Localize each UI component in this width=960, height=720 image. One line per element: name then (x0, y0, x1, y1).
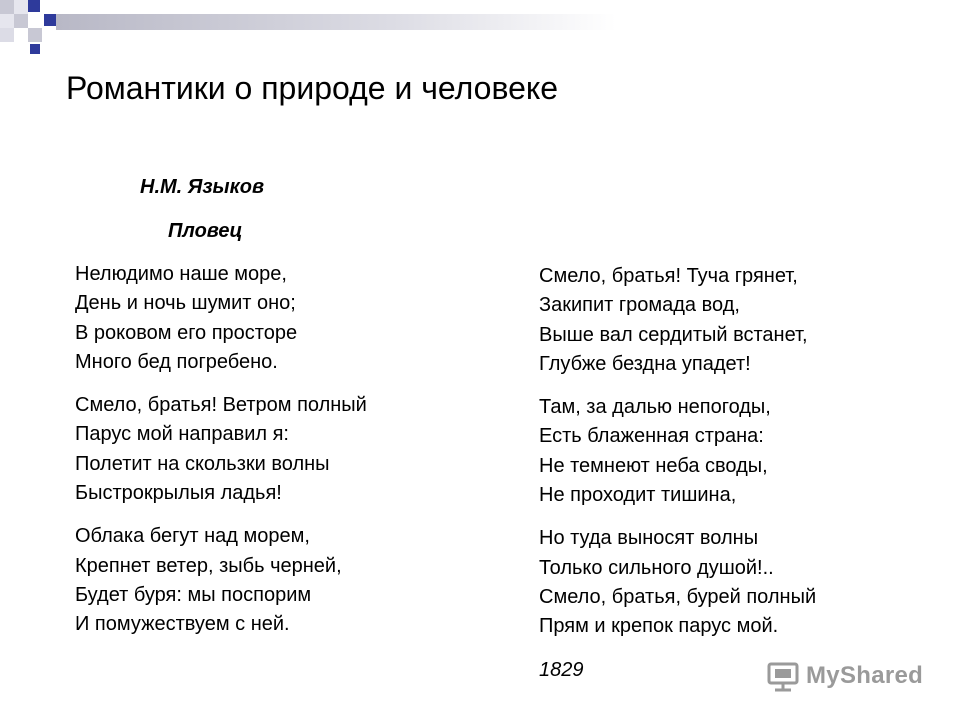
stanza (75, 522, 495, 639)
poem-line: Нелюдимо наше море, (75, 263, 287, 285)
poem-line: Быстрокрылыя ладья! (75, 482, 282, 505)
poem-line: И помужествуем с ней. (75, 613, 290, 636)
poem-line: Крепнет ветер, зыбь черней, (75, 554, 342, 577)
poem-year: 1829 (539, 658, 584, 681)
poem-line: Смело, братья! Ветром полный (75, 394, 367, 417)
poem-line: В роковом его просторе (75, 321, 298, 344)
poem-line: Полетит на скользки волны (75, 452, 330, 475)
poem-line: Глубже бездна упадет! (539, 352, 751, 375)
poem-line: Не проходит тишина, (539, 484, 737, 507)
poem-line: Выше вал сердитый встанет, (539, 323, 808, 346)
poem-column-right (539, 262, 939, 685)
poem-line: Облака бегут над морем, (75, 525, 310, 548)
poem-line: Есть блаженная страна: (539, 425, 764, 448)
stanza (75, 391, 495, 508)
slide-title: Романтики о природе и человеке (66, 70, 559, 106)
poem-line: Много бед погребено. (75, 350, 278, 373)
poem-column-left (75, 260, 495, 654)
poem-line: Парус мой направил я: (75, 423, 289, 446)
poem-title: Пловец (168, 220, 243, 242)
stanza (539, 524, 939, 641)
poem-line: Прям и крепок парус мой. (539, 615, 779, 638)
poem-line: Не темнеют неба своды, (539, 454, 768, 477)
poem-line: Будет буря: мы поспорим (75, 583, 312, 606)
poem-line: Смело, братья! Туча грянет, (539, 265, 798, 287)
myshared-watermark (766, 656, 926, 696)
poem-line: Только сильного душой!.. (539, 556, 774, 579)
stanza (539, 393, 939, 510)
stanza (539, 262, 939, 379)
poem-line: Закипит громада вод, (539, 294, 740, 317)
watermark-text: MyShared (806, 662, 924, 689)
poem-line: Но туда выносят волны (539, 527, 759, 550)
poem-line: Смело, братья, бурей полный (539, 585, 817, 608)
stanza (75, 260, 495, 377)
poem-line: Там, за далью непогоды, (539, 396, 771, 419)
poem-author: Н.М. Языков (140, 176, 265, 198)
header-decoration (0, 0, 960, 60)
presentation-board-icon (766, 659, 800, 693)
poem-line: День и ночь шумит оно; (75, 292, 296, 315)
